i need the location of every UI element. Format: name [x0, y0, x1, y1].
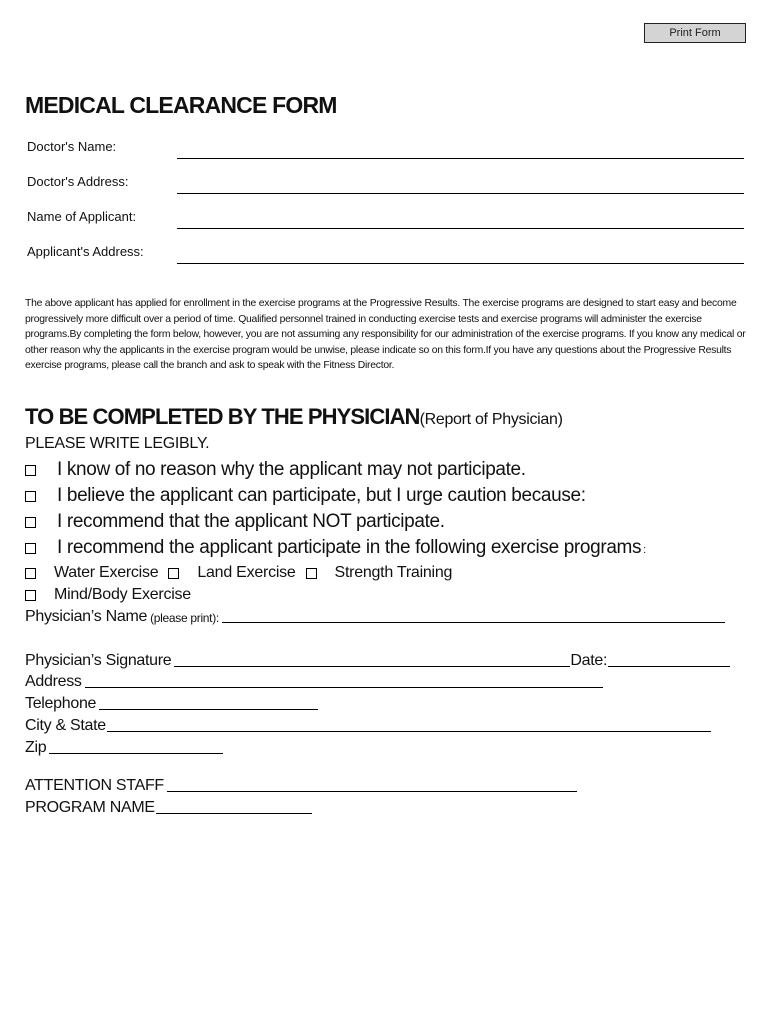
- option-caution[interactable]: [25, 484, 586, 508]
- city-state-field[interactable]: [107, 731, 711, 732]
- physician-name-row: [25, 606, 725, 626]
- option-recommend-programs[interactable]: [25, 536, 646, 560]
- attention-staff-field[interactable]: [167, 791, 577, 792]
- attention-staff-label: ATTENTION STAFF: [25, 777, 164, 794]
- print-form-button[interactable]: Print Form: [644, 23, 746, 43]
- checkbox[interactable]: [25, 491, 36, 502]
- physician-name-hint: (please print):: [150, 611, 219, 625]
- physician-section-heading: [25, 404, 563, 430]
- address-label: Address: [25, 673, 82, 690]
- option-colon: :: [643, 544, 647, 556]
- form-title: MEDICAL CLEARANCE FORM: [25, 92, 337, 118]
- option-label: I recommend that the applicant NOT participate.: [57, 511, 445, 532]
- date-label: Date:: [570, 652, 608, 669]
- checkbox[interactable]: [25, 543, 36, 554]
- city-state-row: [25, 715, 711, 735]
- physician-signature-label: Physician’s Signature: [25, 652, 172, 669]
- attention-staff-row: [25, 775, 577, 795]
- write-legibly-note: PLEASE WRITE LEGIBLY.: [25, 435, 210, 452]
- checkbox[interactable]: [168, 568, 179, 579]
- option-label: I know of no reason why the applicant may not participate.: [57, 459, 526, 480]
- date-field[interactable]: [608, 666, 730, 667]
- option-label: I recommend the applicant participate in the following exercise programs: [57, 537, 642, 558]
- applicant-address-field[interactable]: [177, 263, 744, 264]
- physician-name-field[interactable]: [222, 622, 725, 623]
- city-state-label: City & State: [25, 717, 106, 734]
- physician-signature-field[interactable]: [174, 666, 570, 667]
- zip-label: Zip: [25, 739, 47, 756]
- applicant-name-field[interactable]: [177, 228, 744, 229]
- checkbox[interactable]: [25, 465, 36, 476]
- doctor-name-label: Doctor's Name:: [27, 139, 117, 154]
- physician-signature-row: [25, 650, 730, 670]
- program-water-exercise: Water Exercise: [54, 564, 159, 581]
- program-strength-training: Strength Training: [334, 564, 453, 581]
- checkbox[interactable]: [306, 568, 317, 579]
- program-land-exercise: Land Exercise: [197, 564, 296, 581]
- zip-field[interactable]: [49, 753, 223, 754]
- telephone-field[interactable]: [99, 709, 318, 710]
- option-label: I believe the applicant can participate, but I urge caution because:: [57, 485, 586, 506]
- option-no-reason[interactable]: [25, 458, 526, 482]
- checkbox[interactable]: [25, 517, 36, 528]
- checkbox[interactable]: [25, 590, 36, 601]
- physician-subheading: (Report of Physician): [419, 411, 563, 428]
- program-mind-body-exercise: Mind/Body Exercise: [54, 586, 191, 603]
- doctor-address-label: Doctor's Address:: [27, 174, 129, 189]
- telephone-label: Telephone: [25, 695, 97, 712]
- address-row: [25, 671, 603, 691]
- program-options-row-2: [25, 583, 201, 607]
- address-field[interactable]: [85, 687, 603, 688]
- program-options-row: [25, 561, 462, 585]
- checkbox[interactable]: [25, 568, 36, 579]
- doctor-name-field[interactable]: [177, 158, 744, 159]
- zip-row: [25, 737, 223, 757]
- enrollment-paragraph: The above applicant has applied for enrollment in the exercise programs at the Progressive Results. The exercise programs are designed to start easy and become progressively more difficult over a period of time. Qualified personnel trained in conducting exercise tests and exercise programs will administer the exercise programs.By completing the form below, however, you are not assuming any responsibility for our administration of the exercise programs. If you know any medical or other reason why the applicants in the exercise program would be unwise, please indicate so on this form.If you have any questions about the Progressive Results exercise programs, please call the branch and ask to speak with the Fitness Director.: [25, 298, 746, 372]
- applicant-address-label: Applicant's Address:: [27, 244, 144, 259]
- program-name-row: [25, 797, 312, 817]
- program-name-field[interactable]: [156, 813, 312, 814]
- doctor-address-field[interactable]: [177, 193, 744, 194]
- applicant-name-label: Name of Applicant:: [27, 209, 137, 224]
- physician-heading: TO BE COMPLETED BY THE PHYSICIAN: [25, 404, 420, 429]
- telephone-row: [25, 693, 318, 713]
- program-name-label: PROGRAM NAME: [25, 799, 155, 816]
- physician-name-label: Physician’s Name: [25, 608, 148, 625]
- option-not-participate[interactable]: [25, 510, 445, 534]
